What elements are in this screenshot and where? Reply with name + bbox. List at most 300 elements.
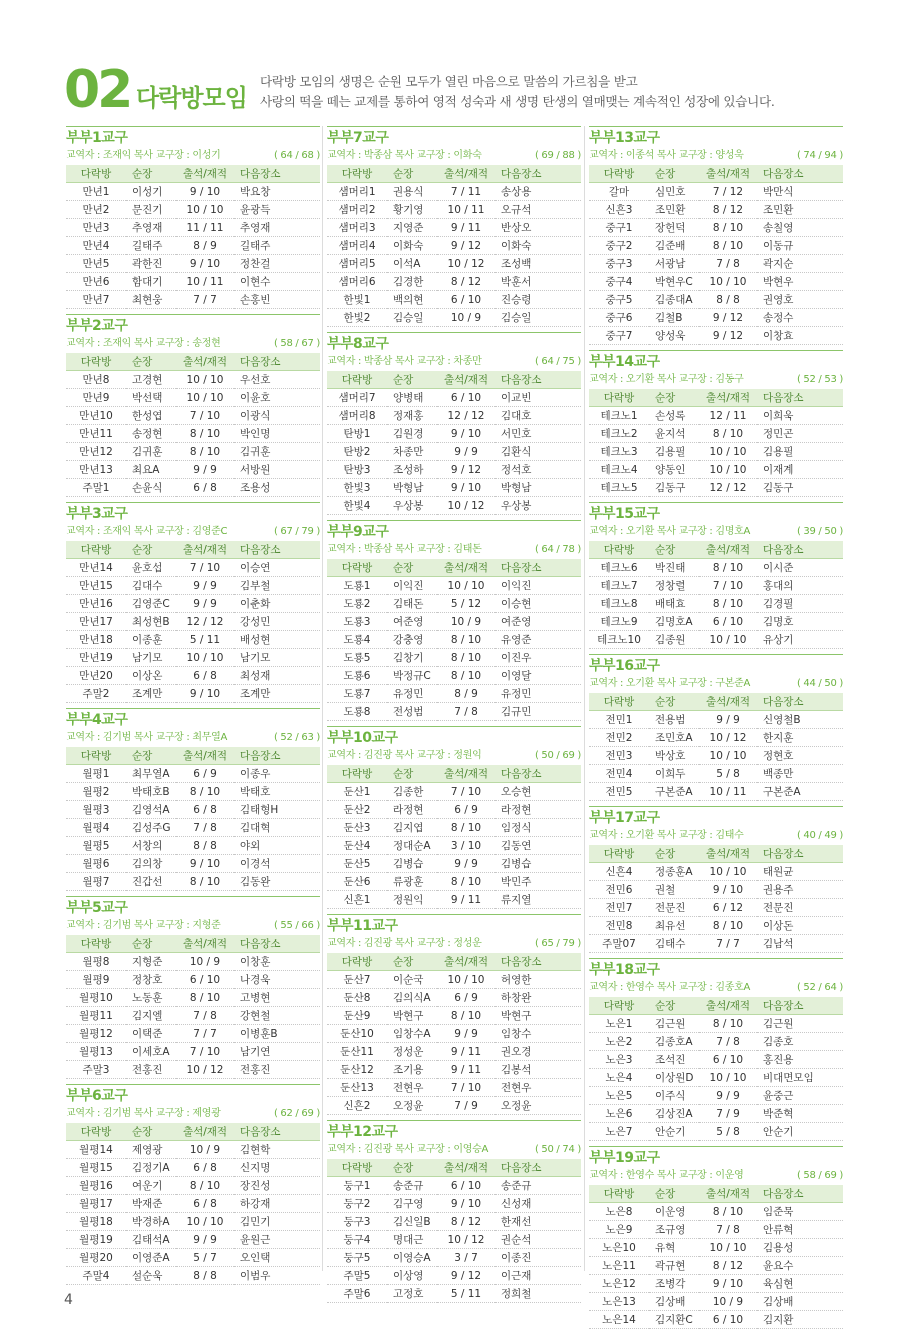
table-row [66,443,320,461]
room-cell: 만년5 [66,255,126,273]
attendance-cell: 6 / 10 [437,389,495,407]
attendance-cell: 6 / 10 [437,1177,495,1195]
next-place-cell: 유영준 [495,631,581,649]
leader-cell: 김근원 [649,1015,699,1033]
table-row [66,765,320,783]
leader-cell: 곽규현 [649,1257,699,1275]
header-next-place: 다음장소 [234,541,320,559]
room-cell: 만년13 [66,461,126,479]
next-place-cell: 이동규 [757,237,843,255]
header-row [327,953,581,971]
table-row [589,899,843,917]
table-row [327,971,581,989]
leader-cell: 조민호A [649,729,699,747]
leader-cell: 이익진 [387,577,437,595]
table-body [589,711,843,801]
header-leader: 순장 [649,693,699,711]
next-place-cell: 이재계 [757,461,843,479]
attendance-cell: 10 / 10 [699,273,757,291]
table-row [589,1311,843,1329]
next-place-cell: 정석호 [495,461,581,479]
next-place-cell: 반상오 [495,219,581,237]
header-row [66,353,320,371]
room-cell: 전민6 [589,881,649,899]
group-table [66,353,320,497]
group-table [589,165,843,345]
header-room: 다락방 [589,693,649,711]
attendance-cell: 9 / 9 [437,443,495,461]
next-place-cell: 이근재 [495,1267,581,1285]
header-room: 다락방 [589,845,649,863]
leader-cell: 권철 [649,881,699,899]
attendance-cell: 6 / 10 [699,1051,757,1069]
leader-cell: 이성기 [126,183,176,201]
table-row [589,1293,843,1311]
header-row [327,765,581,783]
header-room: 다락방 [589,541,649,559]
leader-cell: 강충영 [387,631,437,649]
attendance-cell: 8 / 10 [699,595,757,613]
leader-cell: 황기영 [387,201,437,219]
group-title: 부부7교구 [327,126,581,147]
room-cell: 노은6 [589,1105,649,1123]
room-cell: 둔산1 [327,783,387,801]
attendance-cell: 9 / 11 [437,219,495,237]
room-cell: 신흔2 [327,1097,387,1115]
attendance-cell: 6 / 9 [176,765,234,783]
attendance-cell: 7 / 7 [176,1025,234,1043]
header-attendance: 출석/재적 [699,389,757,407]
attendance-cell: 10 / 10 [176,649,234,667]
room-cell: 테크노5 [589,479,649,497]
parish-group [589,502,843,649]
room-cell: 도룡6 [327,667,387,685]
attendance-cell: 10 / 12 [176,1061,234,1079]
header-row [589,693,843,711]
leader-cell: 길태주 [126,237,176,255]
attendance-cell: 8 / 10 [699,1015,757,1033]
attendance-cell: 8 / 10 [437,631,495,649]
next-place-cell: 김승일 [495,309,581,327]
room-cell: 월평13 [66,1043,126,1061]
table-body [66,953,320,1079]
leader-cell: 박재준 [126,1195,176,1213]
header-next-place: 다음장소 [495,559,581,577]
table-row [589,559,843,577]
parish-group [66,896,320,1079]
next-place-cell: 박태호 [234,783,320,801]
header-row [327,1159,581,1177]
leader-cell: 이상온 [126,667,176,685]
attendance-cell: 7 / 10 [176,407,234,425]
table-row [327,273,581,291]
group-info [66,729,320,747]
attendance-cell: 3 / 10 [437,837,495,855]
group-info [327,1141,581,1159]
leader-cell: 김종원 [649,631,699,649]
room-cell: 주말4 [66,1267,126,1285]
table-body [66,559,320,703]
table-body [327,183,581,327]
leader-cell: 전문진 [649,899,699,917]
table-row [66,1231,320,1249]
next-place-cell: 김명호 [757,613,843,631]
table-body [589,183,843,345]
table-row [589,219,843,237]
next-place-cell: 김종호 [757,1033,843,1051]
attendance-cell: 7 / 7 [176,291,234,309]
next-place-cell: 김동구 [757,479,843,497]
column-divider [584,126,585,1271]
room-cell: 만년6 [66,273,126,291]
room-cell: 월평2 [66,783,126,801]
room-cell: 월평20 [66,1249,126,1267]
header-next-place: 다음장소 [495,953,581,971]
table-row [327,237,581,255]
leader-cell: 박태호B [126,783,176,801]
next-place-cell: 김환식 [495,443,581,461]
table-row [66,953,320,971]
table-row [589,765,843,783]
table-row [66,461,320,479]
leader-cell: 남기모 [126,649,176,667]
leader-cell: 조규영 [649,1221,699,1239]
table-row [66,649,320,667]
next-place-cell: 김병습 [495,855,581,873]
group-staff: 교역자 : 이종석 목사 교구장 : 양성욱 [589,150,744,161]
room-cell: 만년17 [66,613,126,631]
next-place-cell: 이윤호 [234,389,320,407]
next-place-cell: 이창효 [757,327,843,345]
section-number: 02 [64,60,131,120]
header-room: 다락방 [327,559,387,577]
table-row [589,1105,843,1123]
table-row [66,613,320,631]
header-next-place: 다음장소 [234,165,320,183]
room-cell: 월평12 [66,1025,126,1043]
table-row [589,747,843,765]
table-row [589,407,843,425]
leader-cell: 최무열A [126,765,176,783]
table-body [66,1141,320,1285]
attendance-cell: 7 / 8 [699,255,757,273]
leader-cell: 최유선 [649,917,699,935]
table-body [66,371,320,497]
attendance-cell: 6 / 9 [437,801,495,819]
next-place-cell: 이화숙 [495,237,581,255]
table-row [66,389,320,407]
group-staff: 교역자 : 박종삼 목사 교구장 : 차종만 [327,356,482,367]
leader-cell: 김경한 [387,273,437,291]
leader-cell: 김지엘 [126,1007,176,1025]
leader-cell: 이순국 [387,971,437,989]
group-table [327,765,581,909]
leader-cell: 김대수 [126,577,176,595]
leader-cell: 라정현 [387,801,437,819]
next-place-cell: 라정현 [495,801,581,819]
attendance-cell: 10 / 10 [699,443,757,461]
parish-group [589,1146,843,1329]
leader-cell: 전홍진 [126,1061,176,1079]
table-row [327,389,581,407]
attendance-cell: 8 / 12 [437,1213,495,1231]
table-row [327,183,581,201]
next-place-cell: 강성민 [234,613,320,631]
room-cell: 중구6 [589,309,649,327]
next-place-cell: 조성백 [495,255,581,273]
table-row [327,891,581,909]
room-cell: 만년12 [66,443,126,461]
table-row [327,667,581,685]
attendance-cell: 6 / 8 [176,479,234,497]
leader-cell: 조계만 [126,685,176,703]
room-cell: 탄방1 [327,425,387,443]
room-cell: 만년2 [66,201,126,219]
header-leader: 순장 [387,371,437,389]
attendance-cell: 10 / 10 [699,1239,757,1257]
next-place-cell: 야외 [234,837,320,855]
group-staff: 교역자 : 조재익 목사 교구장 : 김영준C [66,526,228,537]
table-head [327,1159,581,1177]
attendance-cell: 12 / 12 [699,479,757,497]
table-row [589,1239,843,1257]
room-cell: 월평19 [66,1231,126,1249]
table-row [327,407,581,425]
next-place-cell: 이종진 [495,1249,581,1267]
leader-cell: 김태돈 [387,595,437,613]
header-next-place: 다음장소 [234,747,320,765]
leader-cell: 김종한 [387,783,437,801]
header-room: 다락방 [589,997,649,1015]
attendance-cell: 8 / 12 [699,201,757,219]
attendance-cell: 7 / 11 [437,183,495,201]
room-cell: 만년7 [66,291,126,309]
leader-cell: 윤호섭 [126,559,176,577]
table-head [327,953,581,971]
attendance-cell: 10 / 10 [699,863,757,881]
header-attendance: 출석/재적 [699,997,757,1015]
group-info [589,371,843,389]
table-row [66,255,320,273]
table-row [327,309,581,327]
room-cell: 노은8 [589,1203,649,1221]
header-leader: 순장 [126,353,176,371]
leader-cell: 양동인 [649,461,699,479]
table-body [66,765,320,891]
table-row [589,479,843,497]
group-table [589,997,843,1141]
header-row [66,1123,320,1141]
leader-cell: 김원경 [387,425,437,443]
attendance-cell: 7 / 9 [699,1105,757,1123]
group-count: ( 58 / 67 ) [273,338,320,349]
next-place-cell: 서민호 [495,425,581,443]
table-head [66,353,320,371]
next-place-cell: 홍대의 [757,577,843,595]
group-table [66,747,320,891]
group-staff: 교역자 : 박종삼 목사 교구장 : 이화숙 [327,150,482,161]
leader-cell: 진갑선 [126,873,176,891]
room-cell: 월평3 [66,801,126,819]
next-place-cell: 이승연 [234,559,320,577]
attendance-cell: 9 / 12 [699,309,757,327]
leader-cell: 이세호A [126,1043,176,1061]
leader-cell: 김태석A [126,1231,176,1249]
room-cell: 월평5 [66,837,126,855]
attendance-cell: 9 / 10 [437,1195,495,1213]
leader-cell: 김정기A [126,1159,176,1177]
parish-group [327,726,581,909]
room-cell: 만년10 [66,407,126,425]
leader-cell: 이종훈 [126,631,176,649]
attendance-cell: 10 / 11 [176,273,234,291]
room-cell: 둔산3 [327,819,387,837]
attendance-cell: 9 / 9 [176,595,234,613]
group-title: 부부18교구 [589,958,843,979]
leader-cell: 김의식A [387,989,437,1007]
group-staff: 교역자 : 조재익 목사 교구장 : 송정현 [66,338,221,349]
next-place-cell: 비대면모임 [757,1069,843,1087]
attendance-cell: 9 / 9 [176,461,234,479]
room-cell: 만년3 [66,219,126,237]
room-cell: 한빛2 [327,309,387,327]
table-row [66,1213,320,1231]
header-next-place: 다음장소 [757,389,843,407]
group-info [66,335,320,353]
leader-cell: 정성운 [387,1043,437,1061]
table-row [327,255,581,273]
next-place-cell: 한재선 [495,1213,581,1231]
header-room: 다락방 [66,353,126,371]
table-row [66,1025,320,1043]
attendance-cell: 9 / 9 [699,1087,757,1105]
next-place-cell: 오인택 [234,1249,320,1267]
table-row [66,559,320,577]
table-row [327,801,581,819]
next-place-cell: 박인명 [234,425,320,443]
attendance-cell: 9 / 10 [176,255,234,273]
leader-cell: 설순욱 [126,1267,176,1285]
room-cell: 노은13 [589,1293,649,1311]
leader-cell: 곽한진 [126,255,176,273]
leader-cell: 박현구 [387,1007,437,1025]
table-row [66,273,320,291]
parish-group [66,502,320,703]
table-row [327,1249,581,1267]
next-place-cell: 오규석 [495,201,581,219]
header-room: 다락방 [327,765,387,783]
table-row [66,873,320,891]
next-place-cell: 권순석 [495,1231,581,1249]
column-right [589,126,843,1334]
next-place-cell: 이시준 [757,559,843,577]
next-place-cell: 이광식 [234,407,320,425]
room-cell: 주말1 [66,479,126,497]
table-row [327,1025,581,1043]
group-table [327,953,581,1115]
table-row [66,1249,320,1267]
table-row [66,219,320,237]
group-count: ( 55 / 66 ) [273,920,320,931]
leader-cell: 이주식 [649,1087,699,1105]
leader-cell: 김지환C [649,1311,699,1329]
attendance-cell: 8 / 10 [176,443,234,461]
attendance-cell: 10 / 9 [176,953,234,971]
next-place-cell: 이창훈 [234,953,320,971]
attendance-cell: 6 / 10 [699,1311,757,1329]
header-attendance: 출석/재적 [699,165,757,183]
attendance-cell: 7 / 10 [176,1043,234,1061]
table-head [589,845,843,863]
leader-cell: 최성현B [126,613,176,631]
leader-cell: 김영석A [126,801,176,819]
room-cell: 노은1 [589,1015,649,1033]
room-cell: 테크노1 [589,407,649,425]
next-place-cell: 김대호 [495,407,581,425]
parish-group [327,914,581,1115]
table-row [589,273,843,291]
room-cell: 노은11 [589,1257,649,1275]
group-count: ( 52 / 63 ) [273,732,320,743]
table-body [327,1177,581,1303]
table-head [66,935,320,953]
group-count: ( 62 / 69 ) [273,1108,320,1119]
group-count: ( 58 / 69 ) [796,1170,843,1181]
header-room: 다락방 [589,389,649,407]
group-title: 부부13교구 [589,126,843,147]
attendance-cell: 8 / 10 [176,425,234,443]
leader-cell: 김용필 [649,443,699,461]
group-table [589,1185,843,1329]
table-row [327,989,581,1007]
table-head [589,693,843,711]
header-leader: 순장 [387,953,437,971]
room-cell: 신흔4 [589,863,649,881]
header-attendance: 출석/재적 [176,935,234,953]
header-row [589,845,843,863]
next-place-cell: 김규민 [495,703,581,721]
table-row [327,1061,581,1079]
table-row [589,1257,843,1275]
leader-cell: 이상영 [387,1267,437,1285]
next-place-cell: 이종우 [234,765,320,783]
group-count: ( 65 / 79 ) [534,938,581,949]
room-cell: 중구1 [589,219,649,237]
leader-cell: 노동훈 [126,989,176,1007]
header-attendance: 출석/재적 [437,1159,495,1177]
room-cell: 노은7 [589,1123,649,1141]
room-cell: 한빛1 [327,291,387,309]
room-cell: 중구4 [589,273,649,291]
table-row [66,1061,320,1079]
room-cell: 월평4 [66,819,126,837]
attendance-cell: 10 / 12 [699,729,757,747]
table-head [327,165,581,183]
group-staff: 교역자 : 김기범 목사 교구장 : 최무열A [66,732,227,743]
group-count: ( 67 / 79 ) [273,526,320,537]
attendance-cell: 5 / 11 [176,631,234,649]
table-row [327,1231,581,1249]
room-cell: 만년1 [66,183,126,201]
attendance-cell: 7 / 8 [699,1033,757,1051]
room-cell: 둔산12 [327,1061,387,1079]
table-row [589,631,843,649]
table-row [589,1203,843,1221]
table-row [589,1087,843,1105]
next-place-cell: 남기연 [234,1043,320,1061]
group-staff: 교역자 : 김진광 목사 교구장 : 정원익 [327,750,482,761]
parish-group [589,958,843,1141]
